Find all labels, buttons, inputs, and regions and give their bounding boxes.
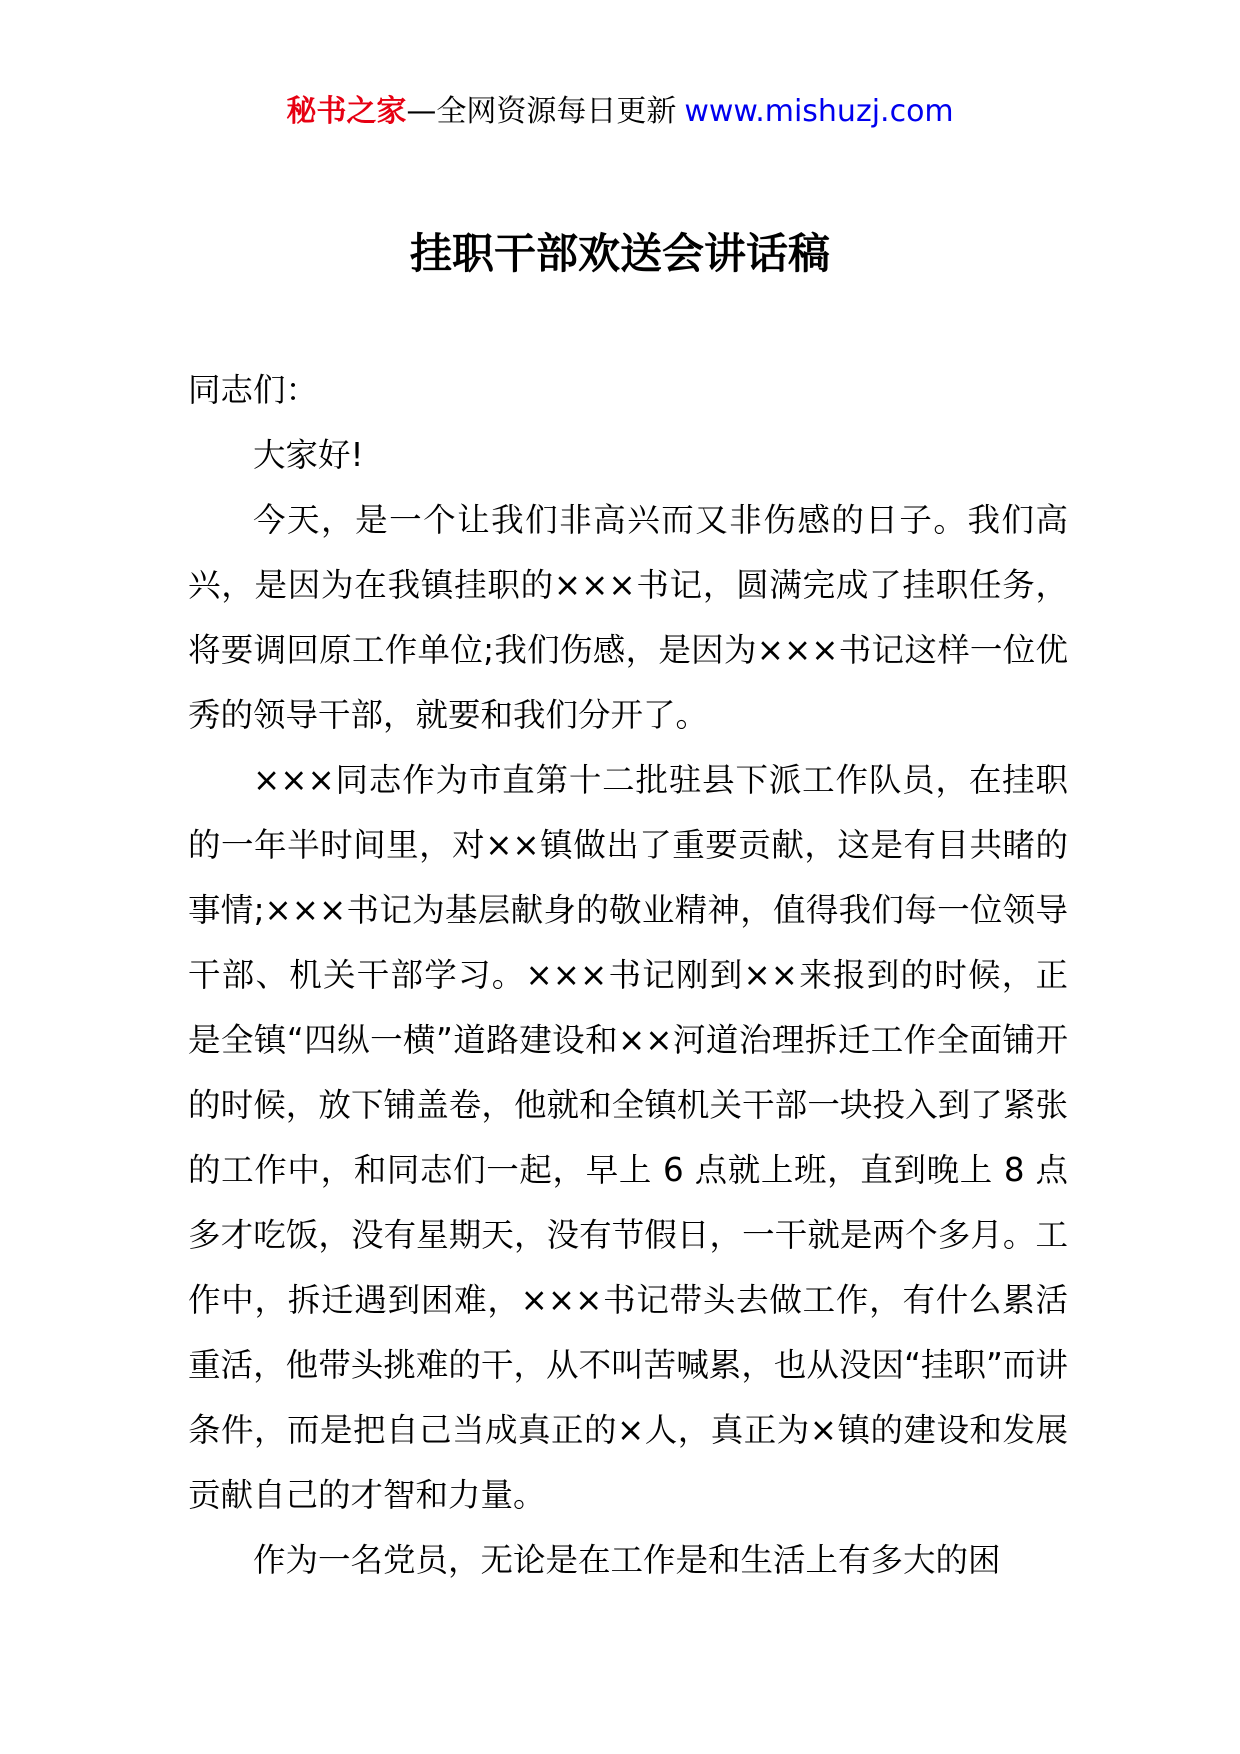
document-title: 挂职干部欢送会讲话稿 bbox=[409, 229, 830, 278]
salutation: 同志们： bbox=[188, 371, 319, 409]
site-url-link[interactable]: www.mishuzj.com bbox=[684, 94, 954, 129]
site-brand: 秘书之家 bbox=[286, 94, 407, 129]
paragraph-greeting: 大家好! bbox=[253, 436, 364, 474]
document-body bbox=[188, 358, 1068, 1593]
paragraph-3: 作为一名党员，无论是在工作是和生活上有多大的困 bbox=[253, 1541, 1001, 1579]
site-tagline: —全网资源每日更新 bbox=[406, 94, 677, 129]
paragraph-1: 今天，是一个让我们非高兴而又非伤感的日子。我们高兴，是因为在我镇挂职的×××书记，圆满完成了挂职任务，将要调回原工作单位;我们伤感，是因为×××书记这样一位优秀的领导干部，就要和我们分开了。 bbox=[188, 501, 1068, 734]
paragraph-2: ×××同志作为市直第十二批驻县下派工作队员，在挂职的一年半时间里，对××镇做出了重要贡献，这是有目共睹的事情;×××书记为基层献身的敬业精神，值得我们每一位领导干部、机关干部学习。×××书记刚到××来报到的时候，正是全镇“四纵一横”道路建设和××河道治理拆迁工作全面铺开的时候，放下铺盖卷，他就和全镇机关干部一块投入到了紧张的工作中，和同志们一起，早上 6 点就上班，直到晚上 8 点多才吃饭，没有星期天，没有节假日，一干就是两个多月。工作中，拆迁遇到困难，×××书记带头去做工作，有什么累活重活，他带头挑难的干，从不叫苦喊累，也从没因“挂职”而讲条件，而是把自己当成真正的×人，真正为×镇的建设和发展贡献自己的才智和力量。 bbox=[188, 761, 1068, 1514]
site-header bbox=[0, 92, 1240, 132]
